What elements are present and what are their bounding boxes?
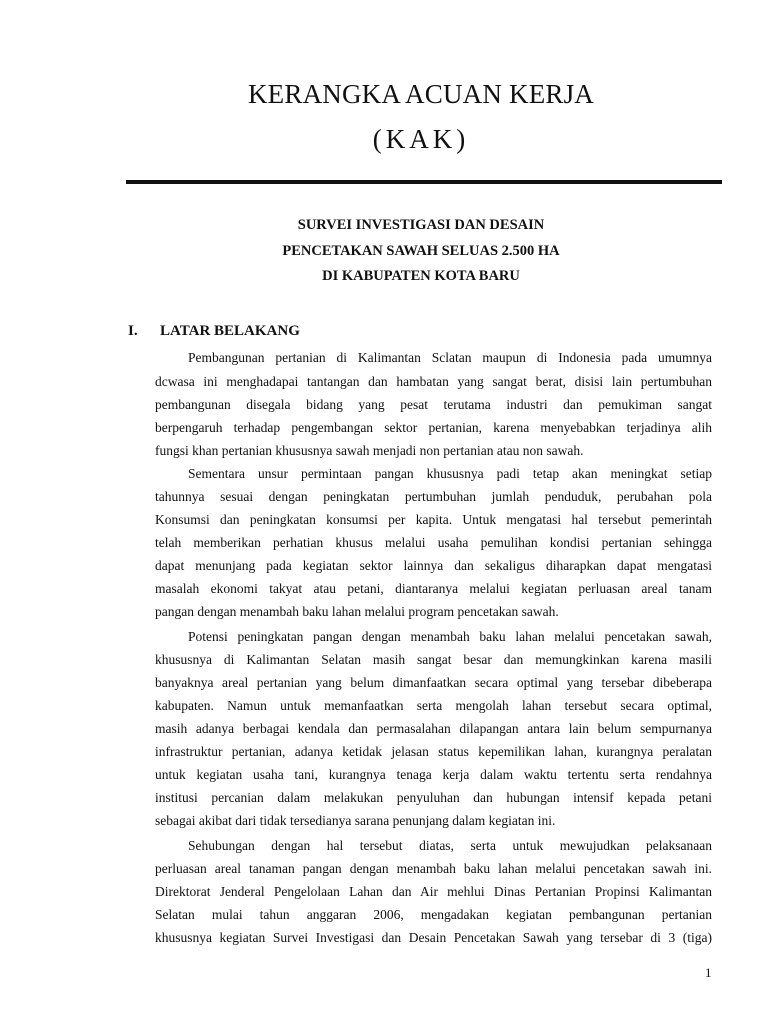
paragraph-line: Konsumsi dan peningkatan konsumsi per kapita. Untuk mengatasi hal tersebut pemerintah xyxy=(155,512,712,527)
paragraph-line: pangan dengan menambah baku lahan melalui program pencetakan sawah. xyxy=(155,604,559,619)
paragraph-line: tahunnya sesuai dengan peningkatan pertumbuhan jumlah penduduk, perubahan pola xyxy=(155,489,712,504)
page-number: 1 xyxy=(705,965,712,980)
paragraph-line: institusi percanian dalam melakukan penyuluhan dan hubungan intensif kepada petani xyxy=(155,790,712,805)
paragraph-line: masih adanya berbagai kendala dan permasalahan dilapangan antara lain belum sempurnanya xyxy=(155,721,712,736)
subtitle-line-3: DI KABUPATEN KOTA BARU xyxy=(322,268,520,284)
section-number: I. xyxy=(128,323,138,339)
paragraph-line: Pembangunan pertanian di Kalimantan Sclatan maupun di Indonesia pada umumnya xyxy=(188,350,712,365)
subtitle-line-2: PENCETAKAN SAWAH SELUAS 2.500 HA xyxy=(282,243,560,259)
paragraph-line: Selatan mulai tahun anggaran 2006, mengadakan kegiatan pembangunan pertanian xyxy=(155,907,712,922)
paragraph-line: telah memberikan perhatian khusus melalui usaha pemulihan kondisi pertanian sehingga xyxy=(155,535,712,550)
paragraph-line: banyaknya areal pertanian yang belum dimanfaatkan secara optimal yang tersebar dibeberapa xyxy=(155,675,712,690)
paragraph-line: Sehubungan dengan hal tersebut diatas, serta untuk mewujudkan pelaksanaan xyxy=(188,838,712,853)
subtitle-line-1: SURVEI INVESTIGASI DAN DESAIN xyxy=(297,217,545,233)
paragraph-line: masalah ekonomi takyat atau petani, diantaranya melalui kegiatan perluasan areal tanam xyxy=(155,581,712,596)
paragraph-line: fungsi khan pertanian khususnya sawah menjadi non pertanian atau non sawah. xyxy=(155,443,584,458)
paragraph-line: khususnya di Kalimantan Selatan masih sangat besar dan memungkinkan karena masili xyxy=(155,652,712,667)
paragraph-line: untuk kegiatan usaha tani, kurangnya tenaga kerja dalam waktu tertentu serta rendahnya xyxy=(155,767,712,782)
paragraph-line: Potensi peningkatan pangan dengan menambah baku lahan melalui pencetakan sawah, xyxy=(188,629,712,644)
paragraph-line: kabupaten. Namun untuk memanfaatkan serta mengolah lahan tersebut secara optimal, xyxy=(155,698,712,713)
paragraph-line: perluasan areal tanaman pangan dengan menambah baku lahan melalui pencetakan sawah ini. xyxy=(155,861,712,876)
document-title: KERANGKA ACUAN KERJA xyxy=(247,79,595,109)
document-title-abbreviation: (KAK) xyxy=(372,124,470,154)
paragraph-line: Direktorat Jenderal Pengelolaan Lahan dan Air mehlui Dinas Pertanian Propinsi Kalimantan xyxy=(155,884,712,899)
paragraph-line: pembangunan disegala bidang yang pesat terutama industri dan pemukiman sangat xyxy=(155,397,712,412)
paragraph-line: dapat menunjang pada kegiatan sektor lainnya dan sekaligus diharapkan dapat mengatasi xyxy=(155,558,712,573)
paragraph-line: khususnya kegiatan Survei Investigasi dan Desain Pencetakan Sawah yang tersebar di 3 (tiga) xyxy=(155,930,712,945)
section-heading: LATAR BELAKANG xyxy=(160,323,300,339)
paragraph-line: infrastruktur pertanian, adanya ketidak jelasan status kepemilikan lahan, kurangnya peralatan xyxy=(155,744,712,759)
paragraph-line: Sementara unsur permintaan pangan khususnya padi tetap akan meningkat setiap xyxy=(188,466,712,481)
paragraph-line: dcwasa ini menghadapai tantangan dan hambatan yang sangat berat, disisi lain pertumbuhan xyxy=(155,374,712,389)
paragraph-line: berpengaruh terhadap pengembangan sektor pertanian, karena menyebabkan terjadinya alih xyxy=(155,420,712,435)
title-divider xyxy=(126,180,722,184)
paragraph-line: sebagai akibat dari tidak tersedianya sarana penunjang dalam kegiatan ini. xyxy=(155,813,556,828)
